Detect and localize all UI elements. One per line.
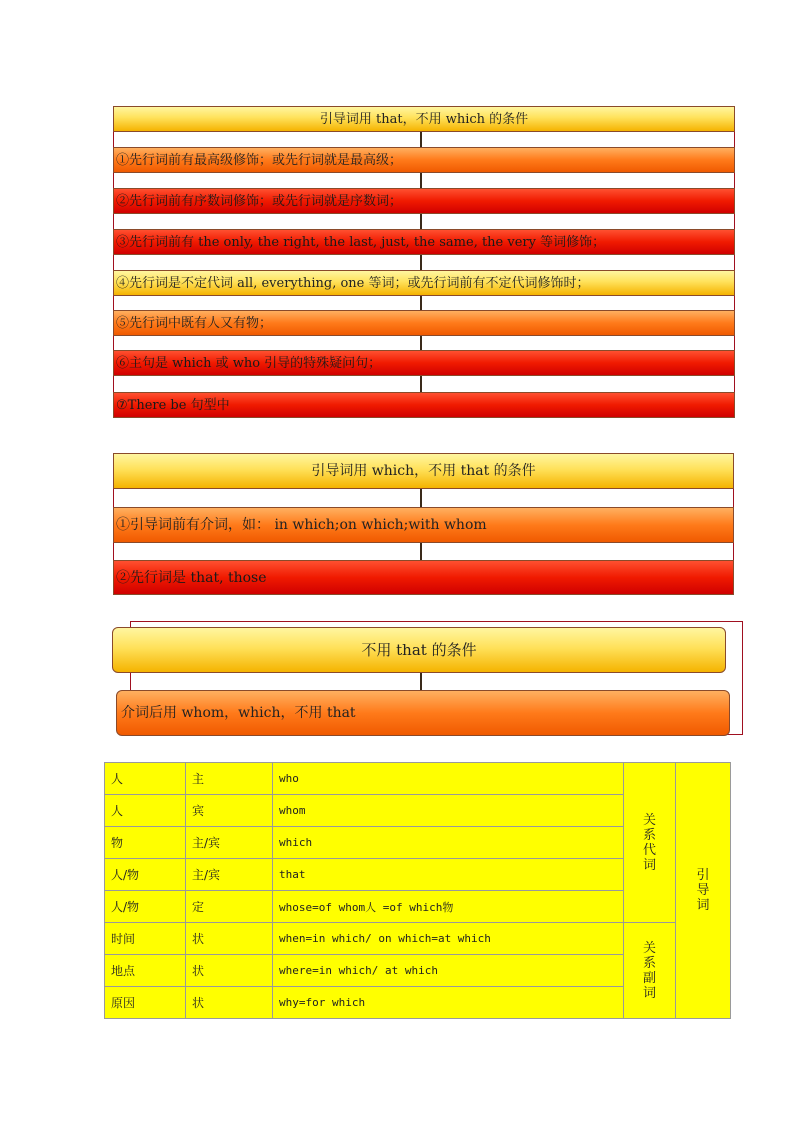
section2-item-2: ②先行词是 that, those <box>113 560 734 595</box>
role-cell: 状 <box>186 923 273 955</box>
antecedent-cell: 人 <box>105 763 186 795</box>
section1-item-2: ②先行词前有序数词修饰；或先行词就是序数词； <box>113 188 735 214</box>
group-adverb-cell <box>624 923 676 1019</box>
table-row <box>105 763 731 795</box>
antecedent-cell: 人/物 <box>105 859 186 891</box>
word-cell: that <box>273 859 624 891</box>
word-cell: whom <box>273 795 624 827</box>
category-cell <box>676 763 731 1019</box>
word-cell: when=in which/ on which=at which <box>273 923 624 955</box>
section3-title: 不用 that 的条件 <box>112 627 726 673</box>
group-pronoun-label: 关系代词 <box>642 812 656 873</box>
section1-item-7: ⑦There be 句型中 <box>113 392 735 418</box>
role-cell: 宾 <box>186 795 273 827</box>
role-cell: 主/宾 <box>186 827 273 859</box>
section1-item-4: ④先行词是不定代词 all, everything, one 等词；或先行词前有不定代词修饰时； <box>113 270 735 296</box>
word-cell: which <box>273 827 624 859</box>
word-cell: why=for which <box>273 987 624 1019</box>
word-cell: who <box>273 763 624 795</box>
role-cell: 状 <box>186 987 273 1019</box>
table-row <box>105 923 731 955</box>
antecedent-cell: 物 <box>105 827 186 859</box>
section1-item-1: ①先行词前有最高级修饰；或先行词就是最高级； <box>113 147 735 173</box>
group-pronoun-cell <box>624 763 676 923</box>
word-cell: where=in which/ at which <box>273 955 624 987</box>
section2-item-1: ①引导词前有介词，如： in which;on which;with whom <box>113 507 734 543</box>
category-label: 引导词 <box>696 868 710 913</box>
antecedent-cell: 人 <box>105 795 186 827</box>
section1-item-5: ⑤先行词中既有人又有物； <box>113 310 735 336</box>
antecedent-cell: 人/物 <box>105 891 186 923</box>
antecedent-cell: 原因 <box>105 987 186 1019</box>
antecedent-cell: 时间 <box>105 923 186 955</box>
role-cell: 状 <box>186 955 273 987</box>
relative-words-table <box>104 762 731 1019</box>
section2-title: 引导词用 which，不用 that 的条件 <box>113 453 734 489</box>
section1-title: 引导词用 that，不用 which 的条件 <box>113 106 735 132</box>
role-cell: 主 <box>186 763 273 795</box>
section1-item-3: ③先行词前有 the only, the right, the last, just, the same, the very 等词修饰； <box>113 229 735 255</box>
section1-item-6: ⑥主句是 which 或 who 引导的特殊疑问句； <box>113 350 735 376</box>
role-cell: 主/宾 <box>186 859 273 891</box>
section3-connector <box>420 672 422 692</box>
group-adverb-label: 关系副词 <box>642 940 656 1001</box>
role-cell: 定 <box>186 891 273 923</box>
antecedent-cell: 地点 <box>105 955 186 987</box>
word-cell: whose=of whom人 =of which物 <box>273 891 624 923</box>
section3-item-1: 介词后用 whom，which，不用 that <box>116 690 730 736</box>
